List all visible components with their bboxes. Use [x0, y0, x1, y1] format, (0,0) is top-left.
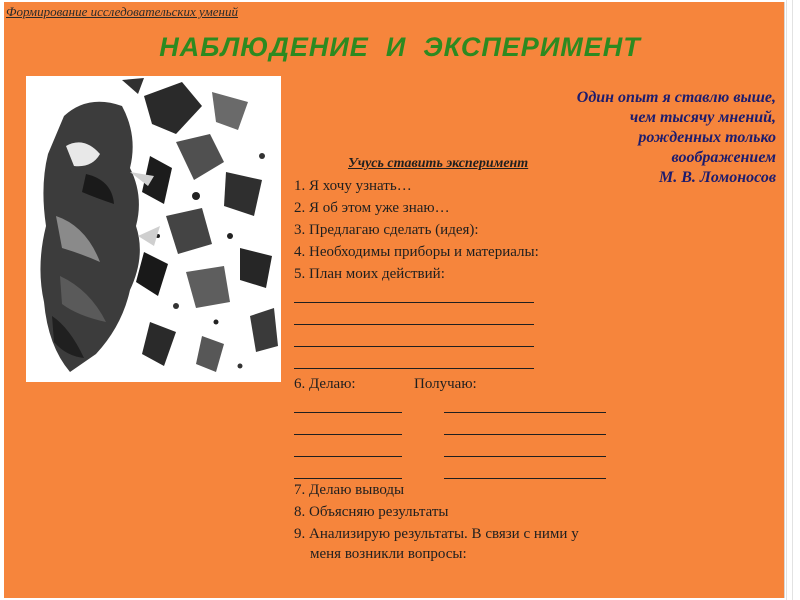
shattered-face-graphic	[26, 76, 281, 382]
quote-line: Один опыт я ставлю выше,	[576, 89, 776, 106]
edge-divider	[786, 0, 787, 600]
step-8: 8. Объясняю результаты	[294, 504, 449, 520]
header-note: Формирование исследовательских умений	[6, 4, 238, 19]
worksheet-subtitle: Учусь ставить эксперимент	[348, 156, 529, 171]
lomonosov-quote	[476, 88, 776, 188]
step-9-continued: меня возникли вопросы:	[310, 546, 467, 562]
answer-blank	[294, 310, 534, 325]
page-title: НАБЛЮДЕНИЕ И ЭКСПЕРИМЕНТ	[159, 32, 641, 62]
answer-blank	[294, 354, 534, 369]
step-1: 1. Я хочу узнать…	[294, 178, 412, 194]
step-7: 7. Делаю выводы	[294, 482, 405, 498]
answer-blank	[294, 420, 402, 435]
answer-blank	[444, 398, 606, 413]
answer-blank	[294, 288, 534, 303]
step-3: 3. Предлагаю сделать (идея):	[294, 222, 479, 238]
quote-line: рожденных только	[638, 129, 776, 146]
step-6-get: Получаю:	[414, 376, 477, 392]
step-9: 9. Анализирую результаты. В связи с ними у	[294, 526, 579, 542]
answer-blank	[444, 464, 606, 479]
quote-author: М. В. Ломоносов	[659, 169, 776, 186]
answer-blank	[294, 398, 402, 413]
step-2: 2. Я об этом уже знаю…	[294, 200, 450, 216]
edge-divider	[792, 0, 793, 600]
answer-blank	[294, 464, 402, 479]
quote-line: чем тысячу мнений,	[629, 109, 776, 126]
answer-blank	[444, 420, 606, 435]
step-4: 4. Необходимы приборы и материалы:	[294, 244, 539, 260]
answer-blank	[444, 442, 606, 457]
step-5: 5. План моих действий:	[294, 266, 445, 282]
answer-blank	[294, 332, 534, 347]
answer-blank	[294, 442, 402, 457]
step-6-do: 6. Делаю:	[294, 376, 356, 392]
quote-line: воображением	[671, 149, 776, 166]
shattered-face-image	[26, 76, 281, 382]
